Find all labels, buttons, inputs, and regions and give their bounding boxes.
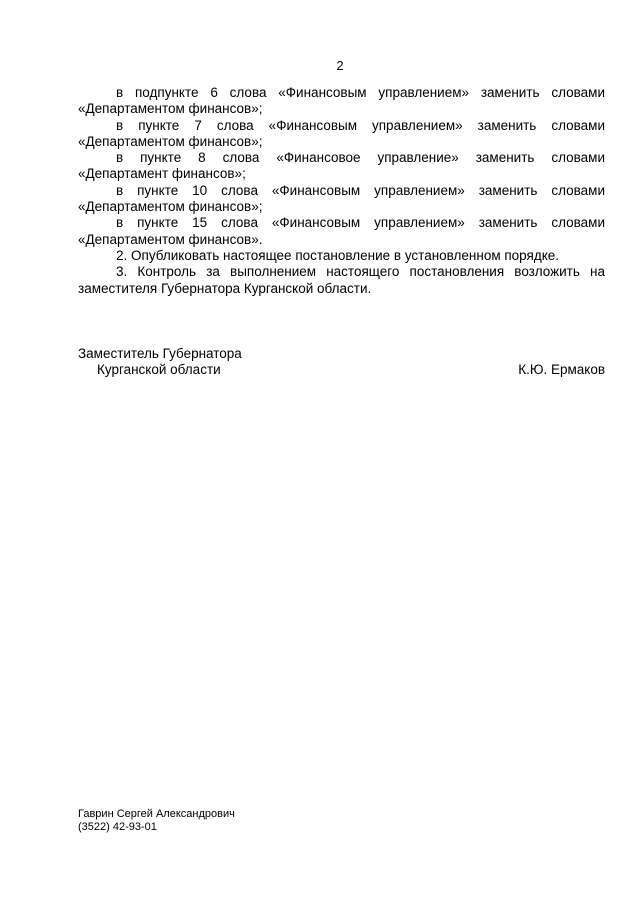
executor-phone: (3522) 42-93-01 [78,821,157,833]
signatory-position-line1: Заместитель Губернатора [78,346,242,361]
executor-name: Гаврин Сергей Александрович [78,808,235,820]
paragraph-item-8: в пункте 8 слова «Финансовое управление» заменить словами «Департамент финансов»; [78,150,605,182]
page-number: 2 [336,58,344,73]
paragraph-publish: 2. Опубликовать настоящее постановление в установленном порядке. [116,247,560,263]
signature-block [78,346,605,379]
signatory-name: К.Ю. Ермаков [518,362,605,378]
paragraph-item-15: в пункте 15 слова «Финансовым управлением» заменить словами «Департаментом финансов». [78,215,605,247]
paragraph-item-10: в пункте 10 слова «Финансовым управлением» заменить словами «Департаментом финансов»; [78,182,605,215]
paragraph-subitem-6: в подпункте 6 слова «Финансовым управлением» заменить словами «Департаментом финансов»; [78,85,605,117]
paragraph-control: 3. Контроль за выполнением настоящего постановления возложить на заместителя Губернатора Курганской области. [78,264,605,296]
paragraph-item-7: в пункте 7 слова «Финансовым управлением» заменить словами «Департаментом финансов»; [78,117,605,149]
executor-block [78,808,235,834]
signatory-position-line2: Курганской области [97,362,221,378]
document-body [78,85,605,297]
